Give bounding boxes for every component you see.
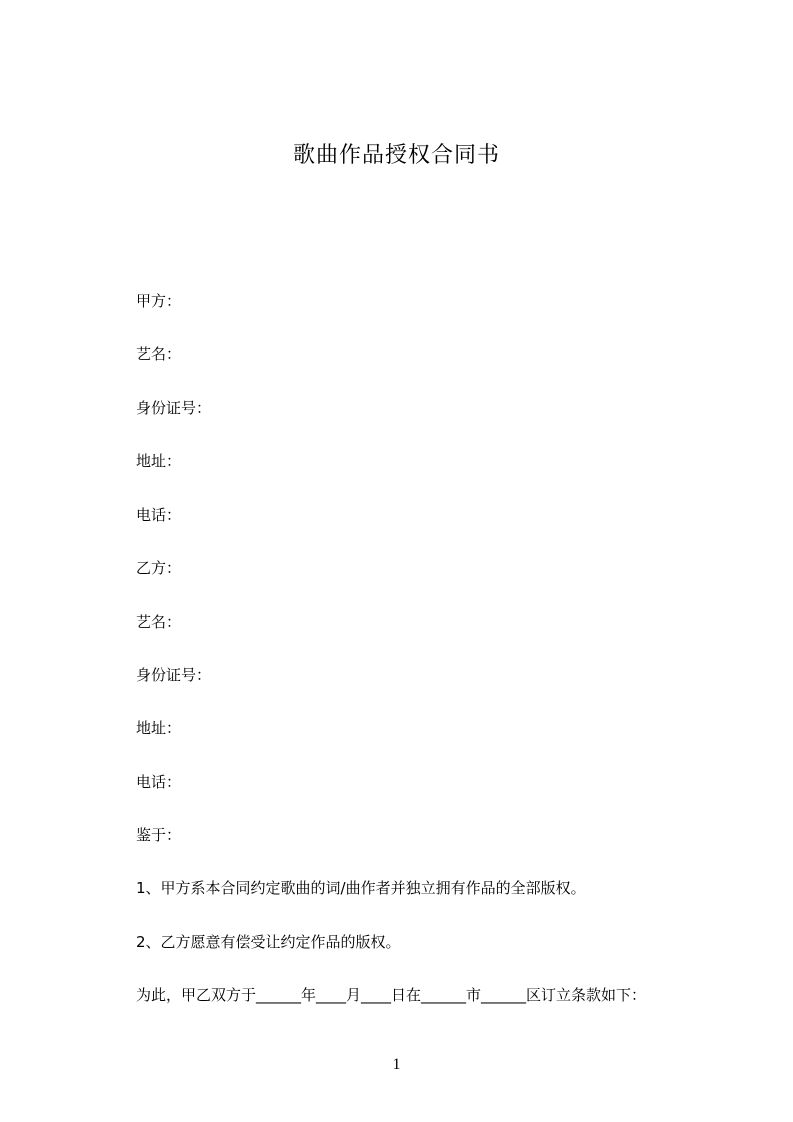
party-a-label: 甲方：: [136, 292, 182, 310]
page-number: 1: [392, 1056, 401, 1073]
party-b-stage-name-label: 艺名：: [136, 613, 182, 631]
party-b-label: 乙方：: [136, 559, 182, 577]
agreement-preamble: 为此，甲乙双方于______年____月____日在______市______区订立条款如下：: [136, 986, 647, 1004]
whereas-clause-1: 1、甲方系本合同约定歌曲的词/曲作者并独立拥有作品的全部版权。: [136, 879, 586, 897]
document-title: 歌曲作品授权合同书: [292, 143, 500, 168]
party-a-address-label: 地址：: [136, 452, 182, 470]
whereas-heading: 鉴于：: [136, 826, 182, 844]
party-b-phone-label: 电话：: [136, 773, 182, 791]
whereas-clause-2: 2、乙方愿意有偿受让约定作品的版权。: [136, 933, 401, 951]
party-b-id-number-label: 身份证号：: [136, 666, 212, 684]
party-a-id-number-label: 身份证号：: [136, 399, 212, 417]
party-a-phone-label: 电话：: [136, 506, 182, 524]
party-b-address-label: 地址：: [136, 719, 182, 737]
party-a-stage-name-label: 艺名：: [136, 345, 182, 363]
